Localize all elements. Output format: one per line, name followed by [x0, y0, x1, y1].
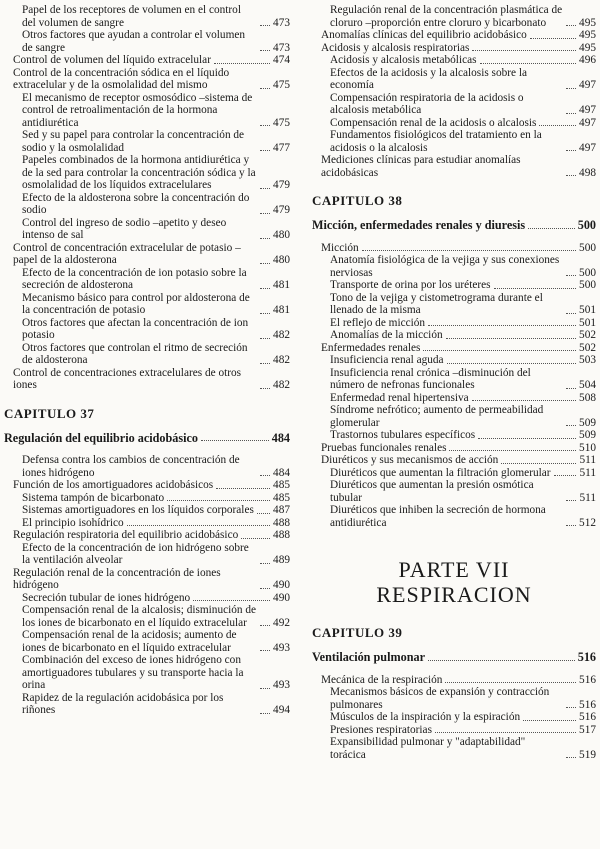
toc-entry-title: Papel de los receptores de volumen en el control del volumen de sangre [22, 4, 241, 29]
toc-entry [4, 567, 290, 592]
toc-entry-page: 484 [273, 466, 290, 479]
toc-entry-title: Otros factores que ayudan a controlar el volumen de sangre [22, 29, 246, 54]
toc-entry-page: 493 [273, 679, 290, 691]
toc-entry-title: Acidosis y alcalosis metabólicas [330, 54, 477, 66]
dot-leader [566, 500, 576, 501]
toc-entry-title: Diuréticos que aumentan la presión osmótica tubular [330, 479, 534, 504]
toc-entry-title: Insuficiencia renal aguda [330, 354, 444, 366]
toc-entry [4, 492, 290, 505]
dot-leader [260, 150, 270, 151]
chapter-38-title: Micción, enfermedades renales y diuresis 500 [312, 218, 596, 232]
toc-entry-title: Mecanismos básicos de expansión y contracción pulmonares [330, 686, 550, 711]
toc-entry-title: Presiones respiratorias [330, 723, 432, 736]
toc-entry-title: Síndrome nefrótico; aumento de permeabilidad glomerular [330, 404, 544, 429]
dot-leader [480, 63, 577, 64]
part-title: RESPIRACION [376, 582, 532, 607]
toc-entry-page: 497 [579, 104, 596, 116]
toc-entry-page: 503 [579, 354, 596, 366]
dot-leader [435, 732, 576, 733]
toc-entry [4, 217, 290, 242]
dot-leader [566, 175, 576, 176]
dot-leader [554, 475, 577, 476]
chapter-39-title: Ventilación pulmonar 516 [312, 650, 596, 664]
toc-entry [312, 442, 596, 455]
toc-entry-page: 496 [579, 54, 596, 66]
toc-entry [312, 4, 596, 29]
toc-entry-page: 474 [273, 54, 290, 66]
dot-leader [566, 25, 576, 26]
toc-entry [4, 67, 290, 92]
toc-entry [4, 604, 290, 629]
toc-entry-title: Control de volumen del líquido extracelular [13, 54, 211, 66]
dot-leader [260, 688, 270, 689]
toc-entry-page: 510 [579, 441, 596, 454]
toc-entry-page: 481 [273, 304, 290, 316]
toc-entry [4, 4, 290, 29]
dot-leader [566, 275, 576, 276]
toc-entry-page: 512 [579, 516, 596, 529]
dot-leader [566, 113, 576, 114]
toc-entry-page: 480 [273, 254, 290, 266]
toc-entry-title: Anomalías de la micción [330, 329, 443, 341]
toc-entry-title: Regulación renal de la concentración plasmática de cloruro –proporción entre cloruro y bicarbonato [330, 4, 563, 29]
dot-leader [260, 713, 270, 714]
toc-entry [312, 42, 596, 55]
dot-leader [127, 525, 270, 526]
toc-entry [312, 54, 596, 67]
toc-entry-title: Control de concentraciones extracelulares de otros iones [13, 366, 242, 391]
dot-leader [566, 313, 576, 314]
toc-entry-page: 490 [273, 579, 290, 591]
toc-right-column [312, 4, 596, 761]
dot-leader [260, 363, 270, 364]
dot-leader [260, 313, 270, 314]
toc-entry-title: Mediciones clínicas para estudiar anomalías acidobásicas [321, 154, 521, 179]
toc-entry-page: 492 [273, 616, 290, 629]
toc-entry [4, 654, 290, 692]
dot-leader [260, 238, 270, 239]
chapter-38-entries [312, 242, 596, 530]
dot-leader [260, 88, 270, 89]
dot-leader [193, 600, 270, 601]
toc-entry-page: 479 [273, 204, 290, 216]
dot-leader [257, 513, 270, 514]
toc-entry [4, 317, 290, 342]
toc-entry-page: 508 [579, 391, 596, 404]
toc-entry [312, 467, 596, 480]
toc-entry [4, 542, 290, 567]
toc-entry-page: 500 [579, 241, 596, 254]
toc-entry-title: El mecanismo de receptor osmosódico –sistema de control de retroalimentación de la hormona antidiurética [22, 91, 253, 129]
toc-entry [312, 454, 596, 467]
toc-entry [312, 479, 596, 504]
toc-entry [312, 129, 596, 154]
toc-entry-title: Compensación renal de la alcalosis; disminución de los iones de bicarbonato en el líquido extracelular [22, 604, 257, 629]
toc-entry [312, 117, 596, 130]
dot-leader [494, 288, 577, 289]
toc-entry [4, 154, 290, 192]
toc-entry-title: El principio isohídrico [22, 516, 124, 529]
chapter-38-heading: CAPITULO 38 [312, 193, 403, 208]
toc-entry [4, 129, 290, 154]
toc-entry [312, 242, 596, 255]
toc-entry [4, 517, 290, 530]
toc-entry-title: Efecto de la aldosterona sobre la concentración do sodio [22, 191, 250, 216]
toc-entry-page: 500 [579, 279, 596, 291]
toc-entry [4, 592, 290, 605]
toc-entry-title: Efecto de la concentración de ion potasio sobre la secreción de aldosterona [22, 266, 247, 291]
dot-leader [566, 88, 576, 89]
dot-leader [445, 682, 576, 683]
dot-leader [566, 707, 576, 708]
dot-leader [523, 720, 576, 721]
toc-entry [312, 686, 596, 711]
toc-entry-page: 485 [273, 491, 290, 504]
toc-entry-title: Transporte de orina por los uréteres [330, 279, 491, 291]
toc-entry-page: 482 [273, 354, 290, 366]
chapter-39-entries [312, 674, 596, 762]
dot-leader [216, 488, 270, 489]
toc-entry-title: Acidosis y alcalosis respiratorias [321, 41, 470, 54]
toc-entry-page: 516 [579, 711, 596, 723]
toc-entry-page: 488 [273, 516, 290, 529]
toc-entry-page: 495 [579, 29, 596, 41]
toc-entry-title: Control de concentración extracelular de potasio –papel de la aldosterona [13, 241, 241, 266]
toc-entry-page: 475 [273, 116, 290, 129]
dot-leader [501, 463, 576, 464]
toc-entry [312, 367, 596, 392]
toc-entry-title: Trastornos tubulares específicos [330, 429, 476, 441]
toc-entry-page: 504 [579, 379, 596, 391]
toc-entry [312, 279, 596, 292]
toc-entry [4, 54, 290, 67]
toc-entry-title: Tono de la vejiga y cistometrograma durante el llenado de la misma [330, 291, 543, 316]
toc-entry-page: 509 [579, 416, 596, 429]
toc-entry-title: Otros factores que afectan la concentración de ion potasio [22, 316, 249, 341]
toc-entry-title: Anomalías clínicas del equilibrio acidobásico [321, 29, 527, 41]
toc-entry-title: Secreción tubular de iones hidrógeno [22, 591, 191, 604]
toc-entry-page: 482 [273, 379, 290, 391]
dot-leader [260, 650, 270, 651]
toc-entry-page: 498 [579, 166, 596, 179]
dot-leader [260, 388, 270, 389]
toc-entry-title: Insuficiencia renal crónica –disminución del número de nefronas funcionales [330, 366, 531, 391]
toc-entry-title: Expansibilidad pulmonar y "adaptabilidad" torácica [330, 736, 526, 761]
toc-entry-title: Control de la concentración sódica en el líquido extracelular y de la osmolalidad del mismo [13, 66, 230, 91]
toc-entry [312, 392, 596, 405]
chapter-37-title: Regulación del equilibrio acidobásico 484 [4, 430, 290, 445]
toc-entry-page: 487 [273, 504, 290, 516]
toc-entry [312, 354, 596, 367]
dot-leader [472, 400, 576, 401]
dot-leader [260, 288, 270, 289]
toc-entry-page: 502 [579, 329, 596, 341]
dot-leader [260, 563, 270, 564]
toc-entry-page: 495 [579, 41, 596, 54]
toc-entry-page: 481 [273, 279, 290, 291]
toc-entry-title: El reflejo de micción [330, 316, 426, 329]
toc-entry-page: 473 [273, 16, 290, 29]
toc-entry-page: 509 [579, 429, 596, 441]
toc-entry-title: Compensación respiratoria de la acidosis o alcalosis metabólica [330, 91, 524, 116]
toc-entry-title: Diuréticos que inhiben la secreción de hormona antidiurética [330, 504, 546, 529]
toc-entry-page: 490 [273, 591, 290, 604]
chapter-37-heading: CAPITULO 37 [4, 405, 95, 421]
toc-entry [312, 29, 596, 42]
dot-leader [241, 538, 270, 539]
toc-entry-page: 480 [273, 229, 290, 241]
dot-leader [530, 38, 576, 39]
toc-entry-title: Mecánica de la respiración [321, 673, 443, 686]
toc-entry-page: 488 [273, 529, 290, 541]
toc-entry [312, 504, 596, 529]
toc-entry-title: Efecto de la concentración de ion hidrógeno sobre la ventilación alveolar [22, 541, 249, 566]
toc-entry-title: Defensa contra los cambios de concentración de iones hidrógeno [22, 454, 240, 479]
toc-entry-page: 479 [273, 179, 290, 191]
toc-entry-page: 516 [579, 698, 596, 711]
toc-entry-title: Papeles combinados de la hormona antidiurética y de la sed para controlar la concentración sódica y la osmolalidad de los líquidos extracelulares [22, 154, 256, 191]
toc-entry-page: 511 [579, 466, 596, 479]
toc-entry [312, 711, 596, 724]
toc-entry [4, 529, 290, 542]
toc-entry [4, 479, 290, 492]
toc-entry-title: Mecanismo básico para control por aldosterona de la concentración de potasio [22, 291, 250, 316]
toc-entry [312, 342, 596, 355]
part-heading [312, 557, 596, 607]
toc-entry [4, 92, 290, 130]
dot-leader [167, 500, 270, 501]
toc-entry [4, 192, 290, 217]
dot-leader [260, 213, 270, 214]
dot-leader [260, 25, 270, 26]
toc-entry [4, 267, 290, 292]
toc-entry-title: Pruebas funcionales renales [321, 441, 447, 454]
toc-entry-page: 495 [579, 16, 596, 29]
dot-leader [428, 325, 576, 326]
chapter-37-entries [4, 454, 290, 717]
toc-entry [312, 254, 596, 279]
dot-leader [260, 125, 270, 126]
toc-entry-page: 473 [273, 41, 290, 54]
toc-entry-page: 477 [273, 141, 290, 154]
toc-left-column [4, 4, 290, 717]
toc-entry-title: Enfermedad renal hipertensiva [330, 391, 469, 404]
toc-entry [312, 67, 596, 92]
toc-entry [312, 724, 596, 737]
dot-leader [447, 363, 577, 364]
toc-entry-page: 511 [579, 454, 596, 466]
dot-leader [260, 263, 270, 264]
toc-entry-title: Sed y su papel para controlar la concentración de sodio y la osmolalidad [22, 129, 245, 154]
toc-left-entries [4, 4, 290, 392]
toc-entry [312, 154, 596, 179]
dot-leader [260, 475, 270, 476]
toc-entry [312, 292, 596, 317]
toc-entry-page: 497 [579, 141, 596, 154]
toc-entry-title: Enfermedades renales [321, 341, 421, 354]
toc-entry-title: Anatomía fisiológica de la vejiga y sus conexiones nerviosas [330, 254, 560, 279]
dot-leader [260, 588, 270, 589]
toc-entry-title: Regulación renal de la concentración de iones hidrógeno [13, 566, 221, 591]
toc-entry-title: Rapidez de la regulación acidobásica por los riñones [22, 691, 224, 716]
dot-leader [260, 50, 270, 51]
dot-leader [449, 450, 576, 451]
toc-entry [4, 29, 290, 54]
toc-entry-page: 502 [579, 341, 596, 354]
dot-leader [472, 50, 576, 51]
toc-entry-title: Efectos de la acidosis y la alcalosis sobre la economía [330, 66, 528, 91]
toc-entry-title: Diuréticos que aumentan la filtración glomerular [330, 466, 551, 479]
toc-entry-page: 497 [579, 79, 596, 91]
dot-leader [566, 757, 576, 758]
toc-entry-title: Control del ingreso de sodio –apetito y deseo intenso de sal [22, 216, 227, 241]
toc-entry [4, 242, 290, 267]
toc-entry [4, 504, 290, 517]
toc-entry [312, 404, 596, 429]
toc-entry-page: 519 [579, 748, 596, 761]
toc-entry [4, 342, 290, 367]
toc-entry [312, 317, 596, 330]
toc-entry-title: Combinación del exceso de iones hidrógeno con amortiguadores tubulares y su transporte hacia la orina [22, 654, 244, 691]
toc-entry [312, 329, 596, 342]
toc-entry-page: 493 [273, 641, 290, 654]
dot-leader [260, 338, 270, 339]
dot-leader [423, 350, 576, 351]
toc-right-entries [312, 4, 596, 179]
toc-entry-title: Compensación renal de la acidosis; aumento de iones de bicarbonato en el líquido extracelular [22, 629, 237, 654]
toc-entry-title: Diuréticos y sus mecanismos de acción [321, 454, 499, 466]
toc-entry-page: 489 [273, 554, 290, 566]
dot-leader [260, 625, 270, 626]
toc-entry-title: Músculos de la inspiración y la espiración [330, 711, 521, 723]
toc-entry-title: Sistema tampón de bicarbonato [22, 491, 165, 504]
toc-entry [4, 692, 290, 717]
dot-leader [539, 125, 576, 126]
toc-entry [312, 429, 596, 442]
toc-entry-page: 494 [273, 704, 290, 716]
toc-entry-title: Función de los amortiguadores acidobásicos [13, 479, 214, 491]
toc-entry [312, 674, 596, 687]
dot-leader [566, 525, 576, 526]
toc-entry [4, 629, 290, 654]
toc-entry-page: 516 [579, 673, 596, 686]
dot-leader [214, 63, 270, 64]
toc-entry-title: Micción [321, 241, 359, 254]
dot-leader [566, 425, 576, 426]
toc-entry-title: Regulación respiratoria del equilibrio acidobásico [13, 529, 239, 541]
toc-entry-page: 517 [579, 723, 596, 736]
toc-entry-page: 501 [579, 316, 596, 329]
toc-entry [312, 736, 596, 761]
toc-entry-page: 500 [579, 266, 596, 279]
toc-entry-title: Otros factores que controlan el ritmo de secreción de aldosterona [22, 341, 248, 366]
toc-entry [312, 92, 596, 117]
toc-entry-title: Fundamentos fisiológicos del tratamiento en la acidosis o la alcalosis [330, 129, 542, 154]
chapter-39-heading: CAPITULO 39 [312, 625, 403, 640]
toc-entry-page: 497 [579, 116, 596, 129]
toc-entry [4, 367, 290, 392]
toc-entry [4, 454, 290, 479]
toc-entry [4, 292, 290, 317]
part-number: PARTE VII [398, 557, 510, 582]
toc-entry-title: Sistemas amortiguadores en los líquidos corporales [22, 504, 254, 516]
dot-leader [566, 388, 576, 389]
toc-entry-title: Compensación renal de la acidosis o alcalosis [330, 116, 537, 129]
dot-leader [446, 338, 576, 339]
toc-entry-page: 482 [273, 329, 290, 341]
dot-leader [478, 438, 576, 439]
dot-leader [260, 188, 270, 189]
toc-entry-page: 485 [273, 479, 290, 491]
dot-leader [362, 250, 576, 251]
toc-entry-page: 475 [273, 79, 290, 91]
toc-entry-page: 511 [579, 491, 596, 504]
toc-entry-page: 501 [579, 304, 596, 316]
dot-leader [566, 150, 576, 151]
